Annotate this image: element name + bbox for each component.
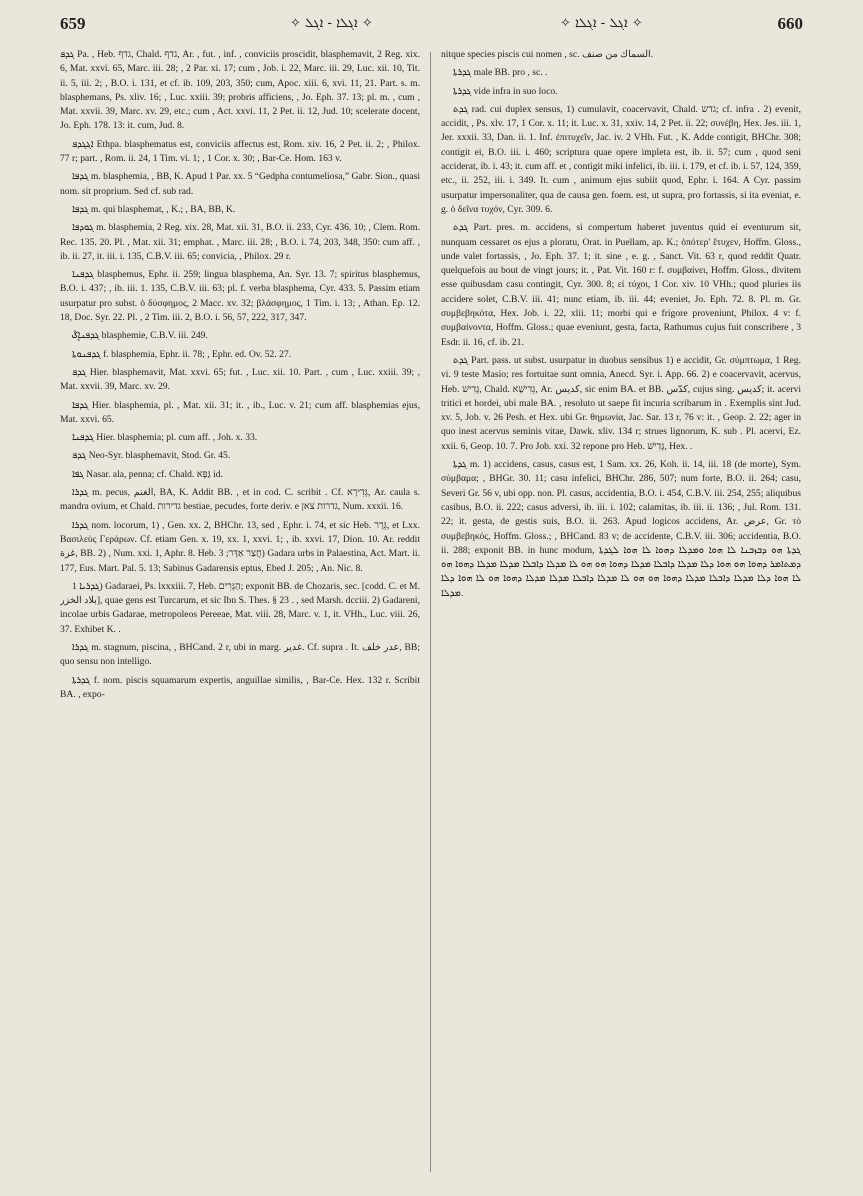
entry-text: nitque species piscis cui nomen , sc. السماك من صنف.: [441, 49, 654, 60]
entry-text: f. blasphemia, Ephr. ii. 78; , Ephr. ed. Ov. 52. 27.: [103, 348, 292, 360]
entry-text: m. blasphemia, 2 Reg. xix. 28, Mat. xii. 31, B.O. ii. 233, Cyr. 436. 10; , Clem. Rom. Rec. 135. 20. Pl. , Mat. xii. 31; emphat. , Marc. iii. 28; , B.O. i. 74, 203, 348, 350: cum aff. , ib. ii. 27, it. iii. i. 135, C.B.V. iii. 65; convicia, , Philox. 29 r.: [60, 222, 420, 262]
entry-lemma: ܓܕܬܐ: [453, 459, 467, 471]
entry-text: Part. pass. ut subst. usurpatur in duobus sensibus 1) e accidit, Gr. σύμπτωμα, 1 Reg. vi. 9 teste Masio; res fortuitae sunt omnia, Anecd. Syr. i. App. 66. 2) e coacervavit, acervus, Heb. גָּדִישׁ, Chald. גְּדִישָׁא, Ar. كديس, sic enim BA. et BB. كدّس, cujus sing. كديس; it. acervi tritici et hordei, ubi male BA. , resoluto ut saepe fit incuria scribarum in . Exemplis sint Jud. xv. 5, Job. v. 26 Pesh. et Hex. ubi Gr. θημωνία, Jac. Sar. 13 r, 76 v: it. , Geop. 2. 22; ager in quo inest acervus seminis vitae, Dawk. xliv. 134 r; strues lignorum, K. sub . Pl. acervi, Ez. xxii. 6, Geop. 10. 7. Pro Job. xxi. 32 repone pro Heb. גָּדִישׁ, Hex. .: [441, 354, 801, 452]
right-page-number: 660: [777, 14, 803, 33]
dictionary-entry: [60, 268, 420, 325]
entry-text: vide infra in suo loco.: [473, 85, 558, 97]
dictionary-entry: [60, 138, 420, 167]
entry-lemma: ܓܕܪܝܐ: [79, 580, 100, 592]
dictionary-entry: [60, 449, 420, 463]
entry-lemma: ܓܕܦܢܐܷݣ: [72, 330, 100, 342]
entry-text: nom. locorum, 1) , Gen. xx. 2, BHChr. 13, sed , Ephr. i. 74, et sic Heb. גְּרָר, et Lxx. Βασιλεὺς Γεράρων. Cf. etiam Gen. x. 19, xx. 1, xxvi. 1; , ib. xxvi. 17, Dion. 10. Ar. reddit غزة, BB. 2) , Num. xxi. 1, Aphr. 8. Heb. חֲצַר אַדָּר; 3) Gadara urbs in Palaestina, Act. Mart. ii. 177, Eus. Mart. Pal. 5. 13; Sabinus Gadarensis eptus, Ebed J. 205; , An. Nic. 8.: [60, 519, 420, 574]
dictionary-entry: [60, 486, 420, 515]
entry-text: m. 1) accidens, casus, casus est, 1 Sam. xx. 26, Koh. ii. 14, iii. 18 (de morte), Sym. σύμβαμα; , BHGr. 30. 11; casu infelici, BHChr. 286, 507; num forte, B.O. ii. 264; casu, Severi Gr. 56 v, ubi opp. non. Pl. casus, accidentia, B.O. i. 454, C.B.V. iii. 254, 255; aliquibus casibus, B.O. ii. 222; casus adversi, ib. iii. i. 102; calamitas, ib. iii. ii. 136; , Jul. Rom. 131. 22; it. gesta, de gestis suis, B.O. ii. 263. Apud logicos accidens, Ar. عرض, Gr. τὸ συμβεβηκός, Hoffm. Gloss.; , BHCand. 83 v; de accidente, C.B.V. iii. 306; accidentia, B.O. ii. 288; exponit BB. in hunc modum, ܓܕܬܐ ܗܘ ܕܒܙܒܢܐ ܠܐ ܗܘܐ ܘܡܕܠܐ ܕܗܘܐ ܠܐ ܗܘܐ ܠܓܕܬܐ ܕܡܬܐܡܪ ܕܗܘܐ ܗܘ ܗܘܐ ܕܠܐ ܡܕܠܐ ܕܐܒܠܐ ܡܕܠܐ ܕܗܘܐ ܗܘ ܗܘ ܠܐ ܡܕܠܐ ܕܐܒܠܐ ܡܕܠܐ ܡܕܠܐ ܕܗܘܐ ܗܘ ܠܐ ܗܘܐ ܕܠܐ ܡܕܠܐ ܕܐܒܠܐ ܡܕܠܐ ܕܗܘܐ ܗܘ ܗܘ ܠܐ ܡܕܠܐ ܕܐܒܠܐ ܡܕܠܐ ܡܕܠܐ ܕܗܘܐ ܗܘ ܠܐ ܗܘܐ ܕܠܐ ܡܕܠܐ.: [441, 459, 801, 599]
entry-text: Pa. , Heb. גדף, Chald. גדף, Ar. , fut. , inf. , conviciis proscidit, blasphemavit, 2 Reg. xix. 6, Mat. xxvi. 65, Marc. iii. 28; , 2 Par. xi. 17; cum , Job. i. 22, Marc. iii. 29, Luc. xii. 10, Tit. ii. 5, iii. 2; , B.O. i. 131, et cf. ib. 109, 203, 350; cum, Apoc. xiii. 6, xvi. 11, 21. Part. s. m. blasphemans, Ps. xliv. 16; , Luc. xxiii. 39; probris afficiens, , Jo. Eph. 37. 13; pl. m. , cum , Mat. xxvii. 39, Marc. xv. 29, etc.; cum , Act. xxvi. 11, 2 Pet. ii. 12, Jud. 10; scelerate docent, Jo. Eph. 178. 13: it. cum, Jud. 8.: [60, 49, 420, 132]
entry-lemma: ܓܕܦܐ: [72, 171, 89, 183]
dictionary-entry: [60, 170, 420, 199]
dictionary-entry: [60, 48, 420, 134]
page-header: [0, 14, 863, 38]
dictionary-entry: [60, 580, 420, 637]
dictionary-entry: [60, 468, 420, 482]
dictionary-entry: [441, 66, 801, 80]
entry-lemma: ܓܕܦ: [60, 49, 75, 60]
dictionary-entry: [441, 458, 801, 601]
entry-text: m. qui blasphemat, , K.; , BA, BB, K.: [90, 203, 236, 215]
entry-lemma: ܓܕܪܐ: [72, 641, 89, 653]
entry-text: m. stagnum, piscina, , BHCand. 2 r, ubi in marg. غدير. Cf. supra . It. عدر خلف, BB; quo sensu non intelligo.: [60, 641, 420, 668]
entry-text: m. blasphemia, , BB, K. Apud 1 Par. xx. 5 “Gedpha contumeliosa,” Gabr. Sion., quasi nom. sit proprium. Sed cf. sub rad.: [60, 171, 420, 197]
entry-text: Hier. blasphemia, pl. , Mat. xii. 31; it. , ib., Luc. v. 21; cum aff. blasphemias ejus, Mat. xxvi. 65.: [60, 399, 420, 425]
entry-lemma: ܓܕܪܬܐ: [453, 67, 472, 79]
entry-lemma: ܓܕܦ: [72, 450, 87, 462]
right-column: [441, 48, 801, 1178]
entry-text: Neo-Syr. blasphemavit, Stod. Gr. 45.: [88, 450, 231, 462]
dictionary-entry: [441, 103, 801, 217]
dictionary-entry: [60, 203, 420, 217]
entry-text: Hier. blasphemavit, Mat. xxvi. 65; fut. , Luc. xii. 10. Part. , cum , Luc. xxiii. 39; , Mat. xxvii. 39, Marc. xv. 29.: [60, 366, 420, 393]
entry-text: blasphemus, Ephr. ii. 259; lingua blasphema, An. Syr. 13. 7; spiritus blasphemus, B.O. i. 437; , ib. iii. 1. 135, C.B.V. iii. 63; pl. f. verba blasphema, Cyr. 433. 5. Passim etiam usurpatur pro subst. ὁ δύσφημος, 2 Macc. xv. 32; βλάσφημος, 1 Tim. i. 13; , Athan. Ep. 12. 18, Doc. Syr. 22. Pl. , 2 Tim. iii. 2, B.O. i. 56, 57, 222, 317, 347.: [60, 269, 420, 324]
entry-lemma: ܓܕܬ: [453, 354, 469, 366]
entry-text: blasphemie, C.B.V. iii. 249.: [101, 330, 208, 342]
entry-lemma: ܓܕܪܬܐ: [72, 674, 91, 686]
entry-text: f. nom. piscis squamarum expertis, anguillae similis, , Bar-Ce. Hex. 132 r. Scribit BA. , expo-: [60, 674, 420, 700]
dictionary-entry: [441, 85, 801, 99]
dictionary-entry: [441, 48, 801, 62]
dictionary-entry: [60, 674, 420, 703]
entry-text: 1) Gadaraei, Ps. lxxxiii. 7, Heb. הַגְּרִים; exponit BB. de Chozaris, sec. [codd. C. et M. بلاد الخزر], quae gens est Turcarum, et sic Ibn S. Thes. § 23 . , sed Marsh. dcciii. 2) Gadareni, incolae urbis Gadarae, metropoleos Pereeae, Mat. viii. 28, Marc. v. 1, it. VHh., Luc. viii. 26, 37. Exhibet K. .: [60, 580, 420, 635]
entry-text: Ethpa. blasphematus est, conviciis affectus est, Rom. xiv. 16, 2 Pet. ii. 2; , Philox. 77 r; part. , Rom. ii. 24, 1 Tim. vi. 1; , 1 Cor. x. 30; , Bar-Ce. Hom. 163 v.: [60, 138, 420, 165]
entry-lemma: ܓܕܦ: [72, 366, 87, 378]
entry-text: rad. cui duplex sensus, 1) cumulavit, coacervavit, Chald. גדש; cf. infra . 2) evenit, accidit, , Ps. xlv. 17, 1 Cor. x. 11; it. Luc. x. 31, xxiv. 14, 2 Pet. ii. 22; συνέβη, Hex. Jes. iii. 1, Jer. xxxii. 33, Dan. ii. 1. Inf. ἐπιτυχεῖν, Jac. iv. 2 VHh. Fut. , K. Adde contigit, BHChr. 308; contigit ei, B.O. iii. i. 460; scriptura quae opere impleta est, ib. ii. 57; cum , quod seni acciderat, ib. i. 43; it. cum aff. et , contigit miki infelici, ib. iii. i. 179, et cf. ib. i. 57, 124, 359, etc., ii. 252, iii. i. 349. It. cum , animum ejus subiit quod, Ephr. i. 164. A Cyr. passim usurpatur impersonaliter, qua de causa gen. foem. est, ut supra, pro fortassis, si ita eveniat, e. g. ὁ δεῖνα τυχόν, Cyr. 309. 6.: [441, 103, 801, 215]
dictionary-entry: [60, 399, 420, 428]
entry-text: m. pecus, الغنم, BA, K. Addit BB. , et in cod. C. scribit . Cf. גְּדִירָא, Ar. caula s. mandra ovium, et Chald. גדירות bestiae, pecudes, forte deriv. e גדרות צאן, Num. xxxii. 16.: [60, 487, 420, 513]
entry-lemma: ܓܕܦܢܘܬܐ: [72, 348, 101, 360]
right-running-head: ✧ ܐܓܠ - ܐܓܠܐ ✧: [560, 16, 643, 31]
dictionary-entry: [60, 221, 420, 264]
left-page-number: 659: [60, 14, 86, 33]
entry-lemma: ܐܔܓܕܦ: [72, 138, 94, 150]
column-divider: [430, 52, 431, 1172]
entry-lemma: ܓܕܬ: [453, 222, 469, 234]
entry-text: male BB. pro , sc. .: [473, 67, 548, 79]
entry-lemma: ܓܕܦܢܐ: [72, 269, 94, 281]
dictionary-entry: [60, 366, 420, 395]
entry-lemma: ܓܕܦܐ: [72, 203, 89, 215]
left-column: [60, 48, 420, 1178]
entry-lemma: ܓܘܕܦܐ: [72, 222, 94, 234]
dictionary-entry: [441, 354, 801, 454]
entry-text: Hier. blasphemia; pl. cum aff. , Joh. x. 33.: [96, 432, 258, 444]
entry-lemma: ܓܕܬ: [453, 103, 469, 115]
dictionary-entry: [441, 221, 801, 350]
entry-lemma: ܓܕܪܐ: [72, 519, 89, 531]
entry-text: Part. pres. m. accidens, si compertum haberet juventus quid ei eventurum sit, nunquam cessaret os ejus a ploratu, Orat. in Puellam, ap. K.; ὁπότερ' ἔτυχεν, Hoffm. Gloss., unde valet fortassis, , Jo. Eph. 37. 1; it. sine , e. g. , Sanct. Vit. 63 r, quod reddit Quatr. quelquefois au bout de vingt jours; it. , Pat. Vit. 160 r: f. συμβαίνει, Hoffm. Gloss., divitem esse quibusdam casu contingit, Cyr. 300. 8; εἰ τύχοι, 1 Cor. xiv. 10 VHh.; quod pluries iis accidere solet, C.B.V. iii. 41; nunc etiam, ib. iii. 44; eveniet, Jo. Eph. 72. 8. Pl. m. Gr. συμβεβηκότα, Hex. Job. i. 22, xlii. 11; morbi qui e frigore proveniunt, Philox. 4 v: f. συμβαίνοντα, Hoffm. Gloss.; quae eveniunt, gesta, facta, Rathumus cujus fuit conscribere , 3 Esdr. ii. 16, cf. ib. 21.: [441, 222, 801, 348]
dictionary-entry: [60, 431, 420, 445]
dictionary-entry: [60, 348, 420, 362]
entry-lemma: ܓܕܦܢܐ: [72, 432, 94, 444]
entry-lemma: ܓܕܪܐ: [72, 487, 89, 499]
dictionary-entry: [60, 641, 420, 670]
entry-lemma: ܓܕܪܬܐ: [453, 85, 472, 97]
entry-lemma: ܓܕܦܐ: [72, 399, 89, 411]
left-running-head: ✧ ܐܓܠܐ - ܐܓܠ ✧: [290, 16, 373, 31]
entry-text: Nasar. ala, penna; cf. Chald. גַּפָּא id.: [86, 468, 223, 480]
dictionary-entry: [60, 329, 420, 343]
dictionary-entry: [60, 519, 420, 576]
entry-lemma: ܓܦܐ: [72, 468, 84, 480]
